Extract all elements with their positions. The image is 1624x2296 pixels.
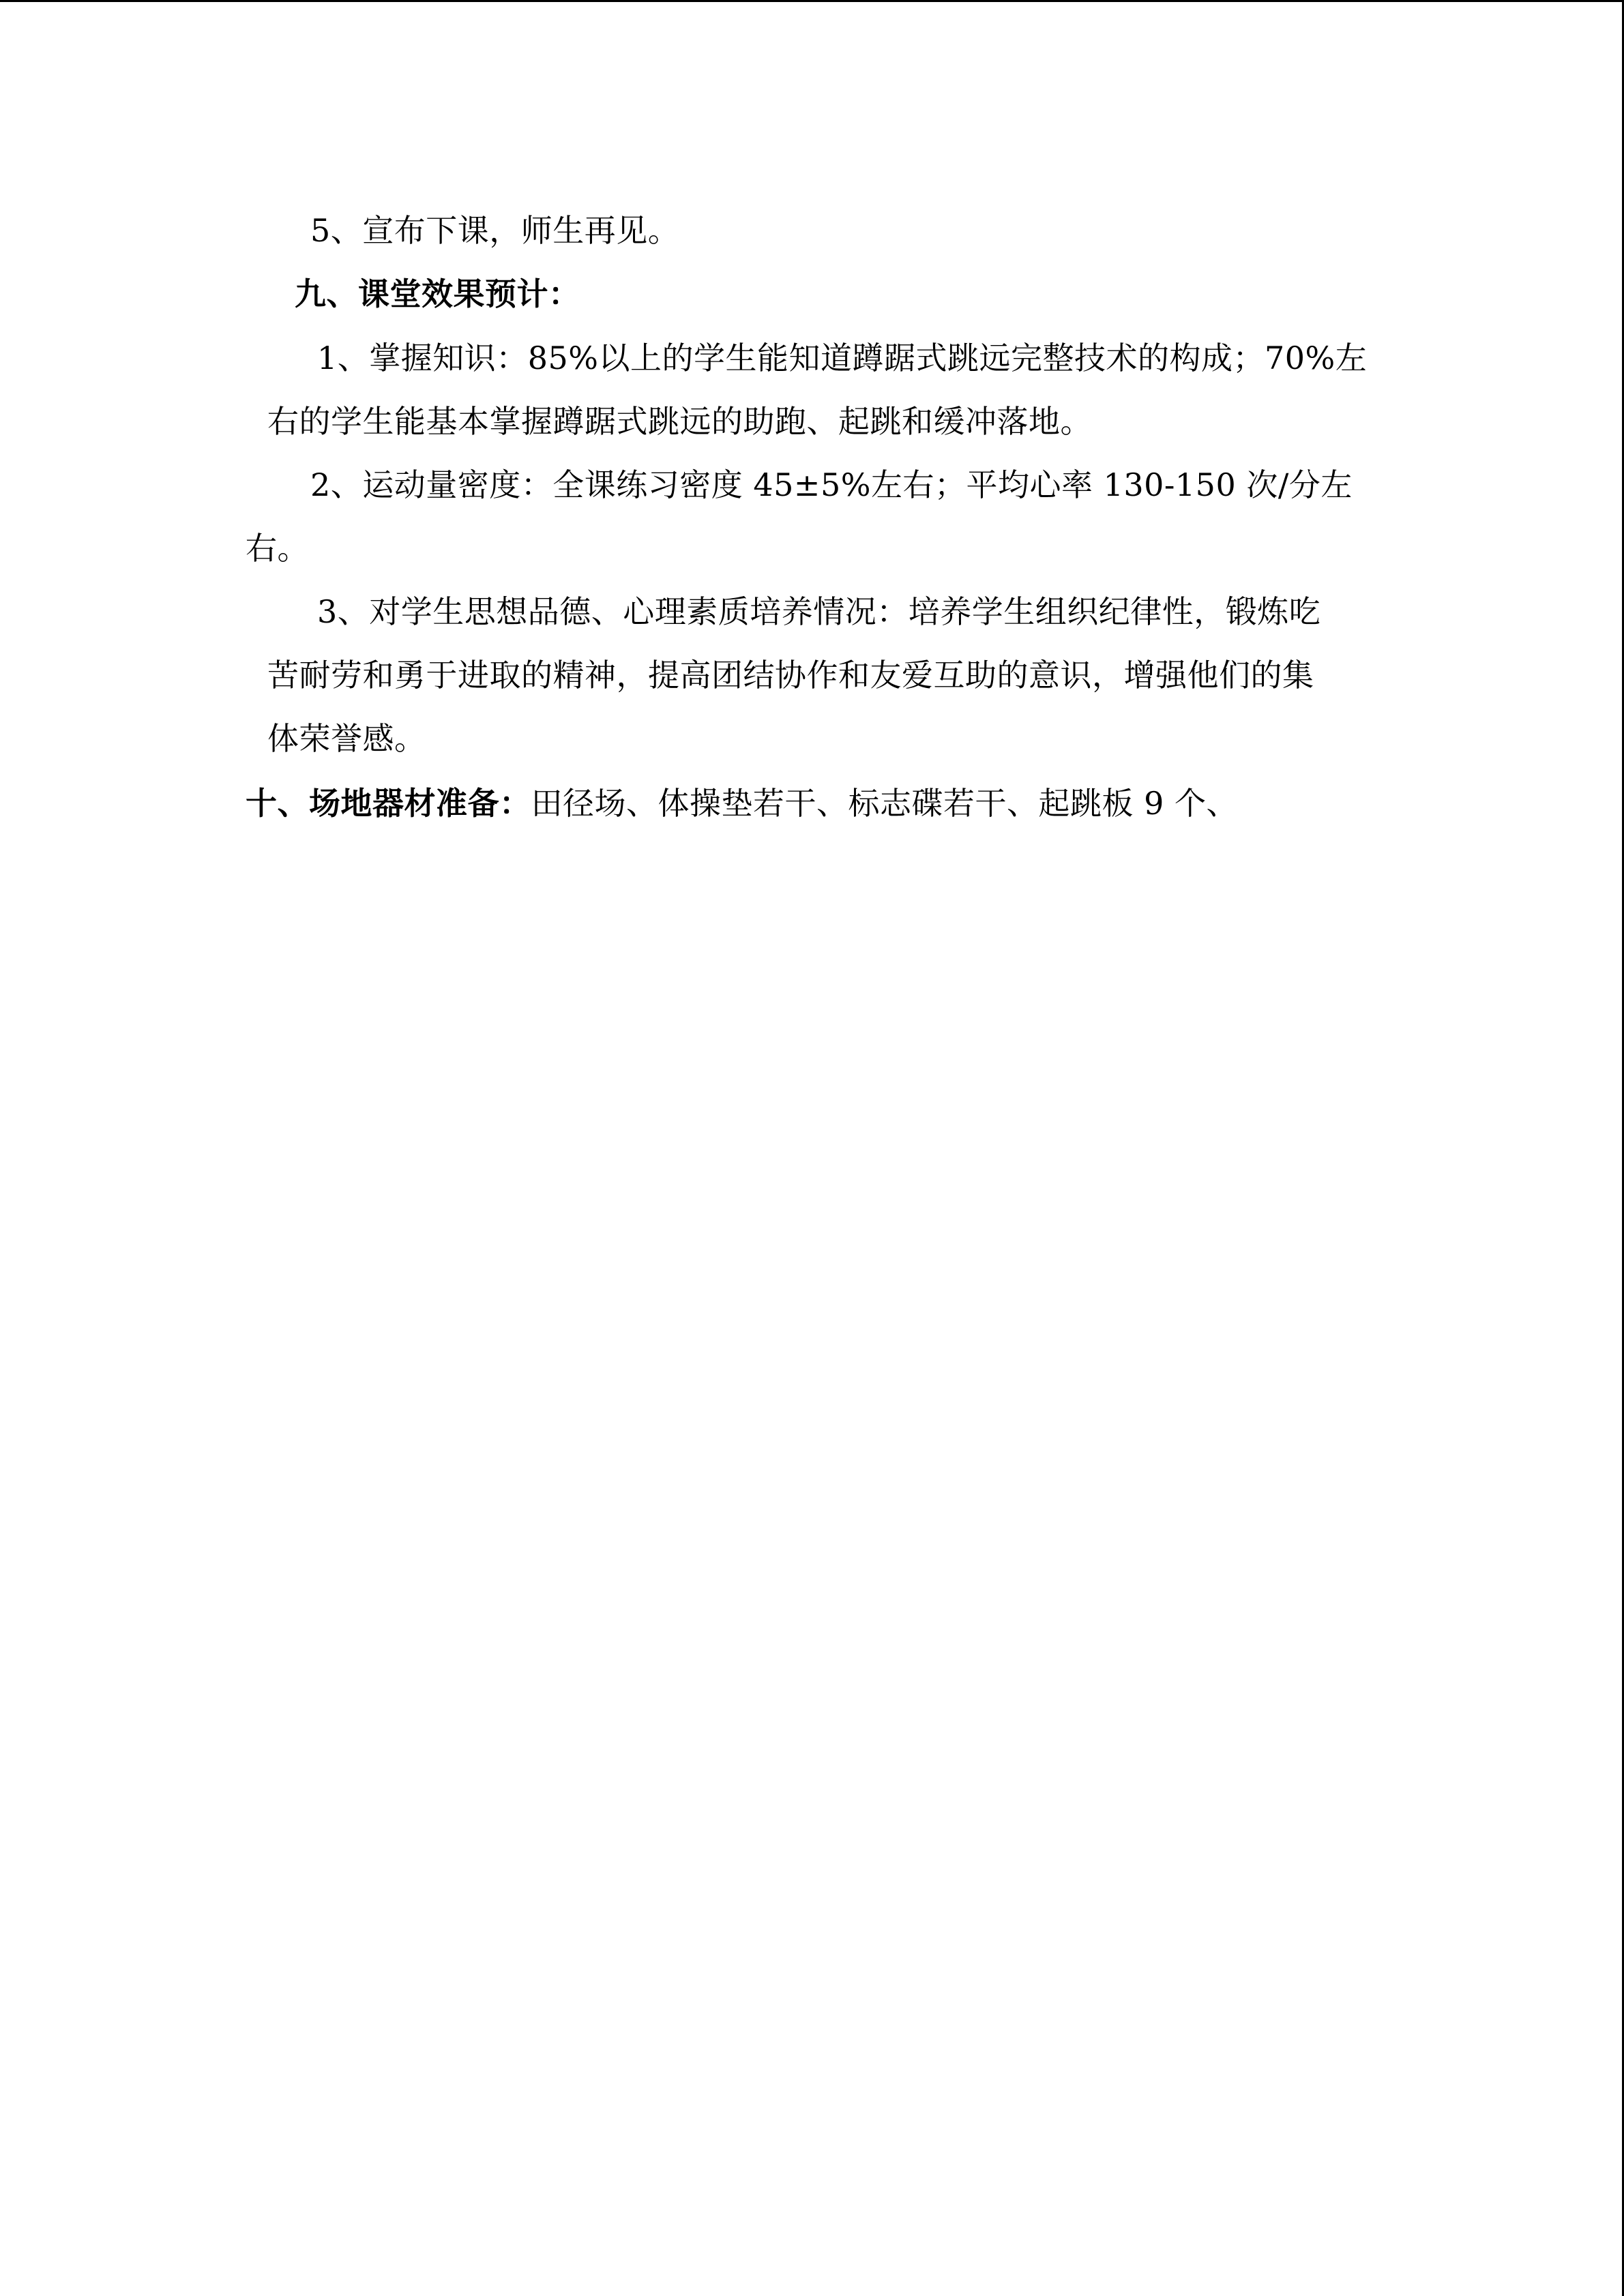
section-9-item-1-line-2: 右的学生能基本掌握蹲踞式跳远的助跑、起跳和缓冲落地。: [267, 403, 1092, 440]
page-top-border: [0, 0, 1624, 2]
section-9-item-3-line-2: 苦耐劳和勇于进取的精神，提高团结协作和友爱互助的意识，增强他们的集: [267, 657, 1314, 694]
section-10-heading: 十、场地器材准备：: [246, 785, 531, 822]
section-9-item-2-line-2: 右。: [246, 530, 309, 567]
item-5-text: 5、宣布下课，师生再见。: [310, 212, 680, 249]
section-9-heading: 九、课堂效果预计：: [295, 275, 580, 312]
section-10-line: [246, 784, 1238, 822]
section-9-item-2-line-1: 2、运动量密度：全课练习密度 45±5%左右；平均心率 130-150 次/分左: [310, 466, 1353, 503]
section-9-item-1-line-1: 1、掌握知识：85%以上的学生能知道蹲踞式跳远完整技术的构成；70%左: [317, 340, 1368, 376]
section-9-item-3-line-3: 体荣誉感。: [267, 720, 426, 757]
section-9-item-3-line-1: 3、对学生思想品德、心理素质培养情况：培养学生组织纪律性，锻炼吃: [317, 593, 1321, 630]
section-10-content: 田径场、体操垫若干、标志碟若干、起跳板 9 个、: [531, 785, 1239, 822]
